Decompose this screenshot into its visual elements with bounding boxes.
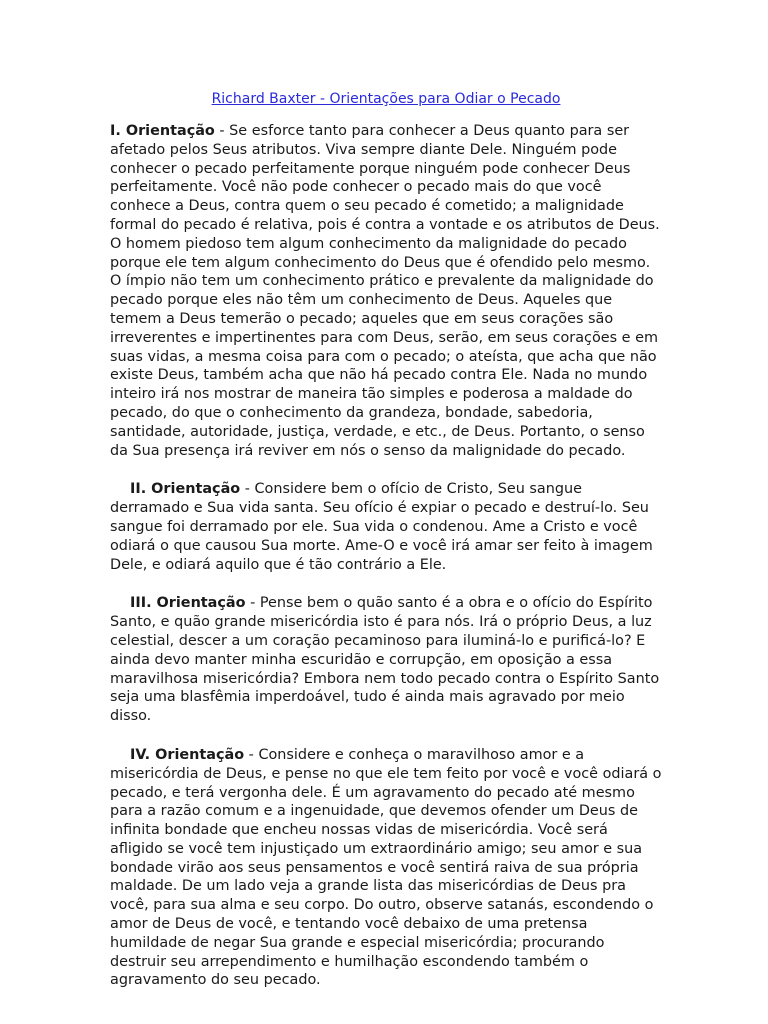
paragraph-orientation-1 — [110, 122, 662, 460]
paragraph-orientation-4 — [110, 746, 662, 990]
paragraph-heading: IV. Orientação — [130, 746, 245, 763]
paragraph-text: - Considere bem o ofício de Cristo, Seu sangue derramado e Sua vida santa. Seu ofício é expiar o pecado e destruí-lo. Seu sangue foi derramado por ele. Sua vida o condenou. Ame a Cristo e você odiará o que causou Sua morte. Ame-O e você irá amar ser feito à imagem Dele, e odiará aquilo que é tão contrário a Ele. — [110, 481, 653, 573]
paragraph-text: - Se esforce tanto para conhecer a Deus quanto para ser afetado pelos Seus atributos. Viva sempre diante Dele. Ninguém pode conhecer o pecado perfeitamente porque ninguém pode conhecer Deus perfeitamente. Você não pode conhecer o pecado mais do que você conhece a Deus, contra quem o seu pecado é cometido; a malignidade formal do pecado é relativa, pois é contra a vontade e os atributos de Deus. O homem piedoso tem algum conhecimento da malignidade do pecado porque ele tem algum conhecimento do Deus que é ofendido pelo mesmo. O ímpio não tem um conhecimento prático e prevalente da malignidade do pecado porque eles não têm um conhecimento de Deus. Aqueles que temem a Deus temerão o pecado; aqueles que em seus corações são irreverentes e impertinentes para com Deus, serão, em seus corações e em suas vidas, a mesma coisa para com o pecado; o ateísta, que acha que não existe Deus, também acha que não há pecado contra Ele. Nada no mundo inteiro irá nos mostrar de maneira tão simples e poderosa a maldade do pecado, do que o conhecimento da grandeza, bondade, sabedoria, santidade, autoridade, justiça, verdade, e etc., de Deus. Portanto, o senso da Sua presença irá reviver em nós o senso da malignidade do pecado. — [110, 123, 660, 459]
title-row — [110, 88, 662, 110]
paragraph-heading: I. Orientação — [110, 123, 215, 139]
paragraph-text: - Pense bem o quão santo é a obra e o ofício do Espírito Santo, e quão grande misericórdia isto é para nós. Irá o próprio Deus, a luz celestial, descer a um coração pecaminoso para iluminá-lo e purificá-lo? E ainda devo manter minha escuridão e corrupção, em oposição a essa maravilhosa misericórdia? Embora nem todo pecado contra o Espírito Santo seja uma blasfêmia imperdoável, tudo é ainda mais agravado por meio disso. — [110, 595, 660, 725]
paragraph-orientation-3 — [110, 594, 662, 726]
paragraph-orientation-2 — [110, 480, 662, 574]
document-title-link[interactable]: Richard Baxter - Orientações para Odiar o Pecado — [211, 91, 561, 107]
paragraph-heading: II. Orientação — [130, 481, 241, 498]
paragraph-text: - Considere e conheça o maravilhoso amor e a misericórdia de Deus, e pense no que ele tem feito por você e você odiará o pecado, e terá vergonha dele. É um agravamento do pecado até mesmo para a razão comum e a ingenuidade, que devemos ofender um Deus de infinita bondade que encheu nossas vidas de misericórdia. Você será afligido se você tem injustiçado um extraordinário amigo; seu amor e sua bondade virão aos seus pensamentos e você sentirá raiva de sua própria maldade. De um lado veja a grande lista das misericórdias de Deus pra você, para sua alma e seu corpo. Do outro, observe satanás, escondendo o amor de Deus de você, e tentando você debaixo de uma pretensa humildade de negar Sua grande e especial misericórdia; procurando destruir seu arrependimento e humilhação escondendo também o agravamento do seu pecado. — [110, 746, 662, 989]
document-page — [110, 88, 662, 1010]
paragraph-heading: III. Orientação — [130, 595, 246, 612]
